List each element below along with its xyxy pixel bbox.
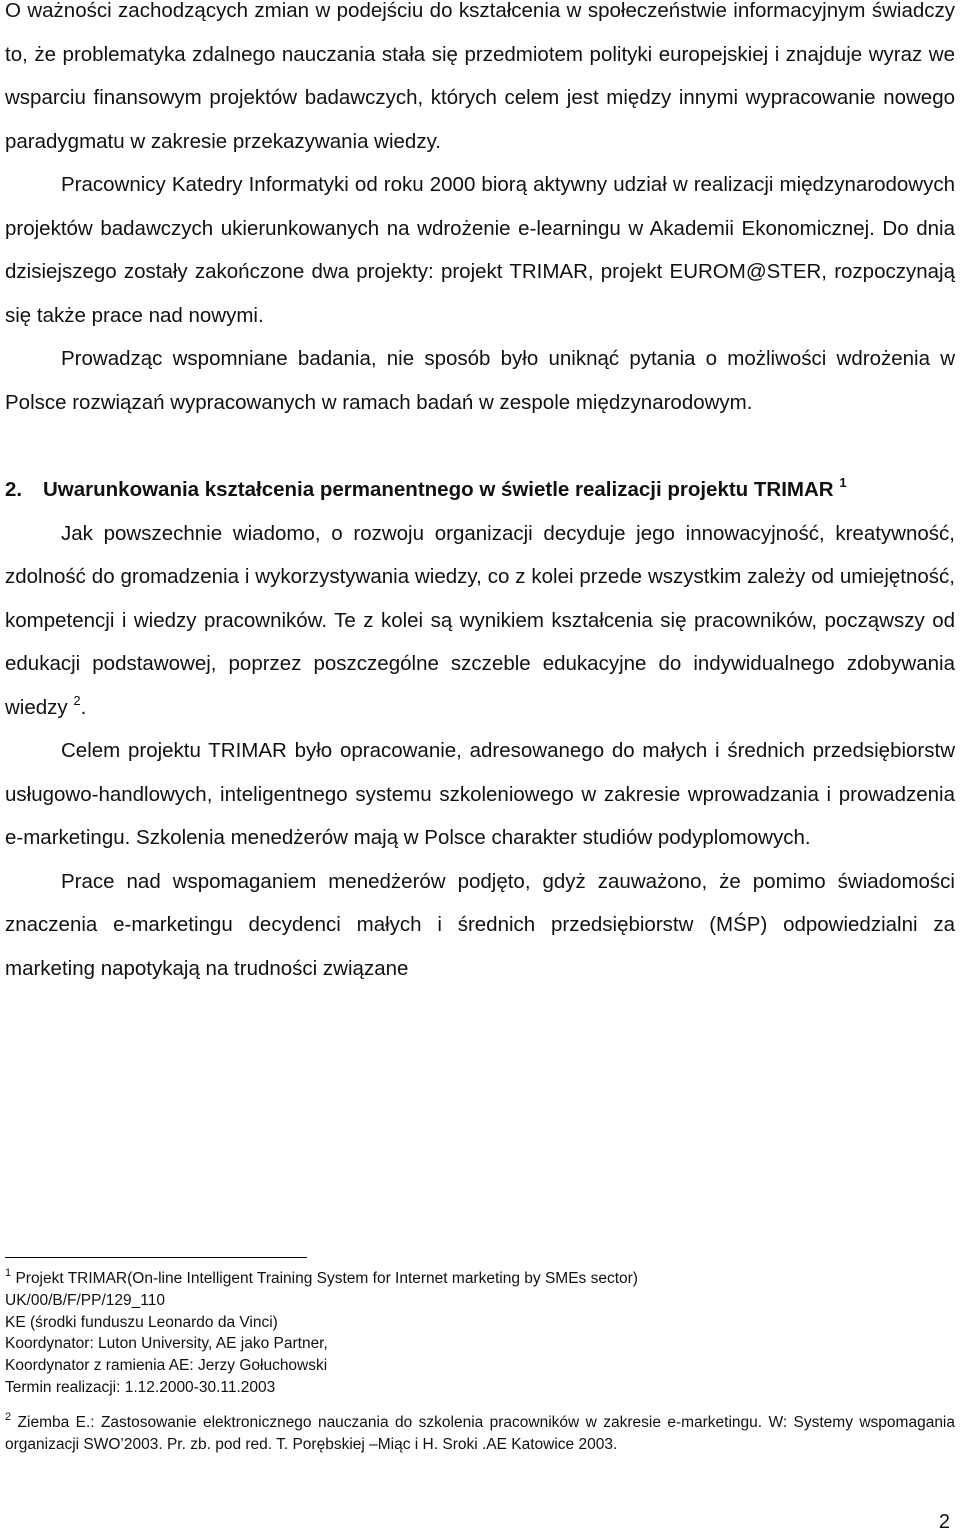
paragraph-cel-projektu: Celem projektu TRIMAR było opracowanie, adresowanego do małych i średnich przedsiębiorstw usługowo-handlowych, inteligentnego systemu szkoleniowego w zakresie wprowadzania i prowadzenia e-marketingu. Szkolenia menedżerów mają w Polsce charakter studiów podyplomowych. — [5, 739, 955, 849]
footnote-1-line-5: Termin realizacji: 1.12.2000-30.11.2003 — [5, 1378, 276, 1396]
paragraph-rozwoj-end: . — [80, 695, 87, 719]
footnote-1-line-0: Projekt TRIMAR(On-line Intelligent Training System for Internet marketing by SMEs sector) — [15, 1270, 638, 1287]
section-heading — [5, 468, 955, 512]
footnote-1-line-1: UK/00/B/F/PP/129_110 — [5, 1291, 165, 1309]
page-number: 2 — [938, 1511, 950, 1533]
footnote-1-mark: 1 — [5, 1267, 12, 1279]
footnote-2 — [5, 1412, 955, 1456]
paragraph-rozwoj — [5, 512, 955, 730]
footnote-2-text: Ziemba E.: Zastosowanie elektronicznego nauczania do szkolenia pracowników w zakresie e-marketingu. W: Systemy wspomagania organizacji SWO’2003. Pr. zb. pod red. T. Porębskiej –Miąc i H. Sroki .AE Katowice 2003. — [5, 1413, 956, 1453]
footnote-1 — [5, 1268, 955, 1399]
document-page — [5, 0, 956, 1533]
paragraph-rozwoj-text: Jak powszechnie wiadomo, o rozwoju organizacji decyduje jego innowacyjność, kreatywność, zdolność do gromadzenia i wykorzystywania wiedzy, co z kolei przede wszystkim zależy od umiejętność, kompetencji i wiedzy pracowników. Te z kolei są wynikiem kształcenia się pracowników, począwszy od edukacji podstawowej, poprzez poszczególne szczeble edukacyjne do indywidualnego zdobywania wiedzy — [5, 521, 955, 719]
footnote-1-line-2: KE (środki funduszu Leonardo da Vinci) — [5, 1313, 278, 1331]
footnote-1-line-3: Koordynator: Luton University, AE jako Partner, — [5, 1335, 328, 1353]
footnote-1-line — [5, 1268, 955, 1290]
paragraph-intro: O ważności zachodzących zmian w podejściu do kształcenia w społeczeństwie informacyjnym świadczy to, że problematyka zdalnego nauczania stała się przedmiotem polityki europejskiej i znajduje wyraz we wsparciu finansowym projektów badawczych, których celem jest między innymi wypracowanie nowego paradygmatu w zakresie przekazywania wiedzy. — [5, 0, 955, 153]
paragraph-katedra: Pracownicy Katedry Informatyki od roku 2000 biorą aktywny udział w realizacji międzynarodowych projektów badawczych ukierunkowanych na wdrożenie e-learningu w Akademii Ekonomicznej. Do dnia dzisiejszego zostały zakończone dwa projekty: projekt TRIMAR, projekt EUROM@STER, rozpoczynają się także prace nad nowymi. — [5, 173, 955, 327]
footnote-separator — [5, 1257, 307, 1258]
paragraph-menedzerowie: Prace nad wspomaganiem menedżerów podjęto, gdyż zauważono, że pomimo świadomości znaczenia e-marketingu decydenci małych i średnich przedsiębiorstw (MŚP) odpowiedzialni za marketing napotykają na trudności związane — [5, 869, 955, 980]
footnote-1-line-4: Koordynator z ramienia AE: Jerzy Gołuchowski — [5, 1357, 328, 1375]
footnote-ref-1[interactable]: 1 — [839, 475, 847, 490]
footnote-ref-2[interactable]: 2 — [73, 692, 81, 708]
paragraph-badania: Prowadząc wspomniane badania, nie sposób było uniknąć pytania o możliwości wdrożenia w Polsce rozwiązań wypracowanych w ramach badań w zespole międzynarodowym. — [5, 347, 955, 414]
section-title: Uwarunkowania kształcenia permanentnego w świetle realizacji projektu TRIMAR — [43, 478, 834, 501]
footnote-2-mark: 2 — [5, 1410, 12, 1423]
section-number: 2. — [5, 478, 23, 501]
footnotes — [5, 1268, 955, 1455]
